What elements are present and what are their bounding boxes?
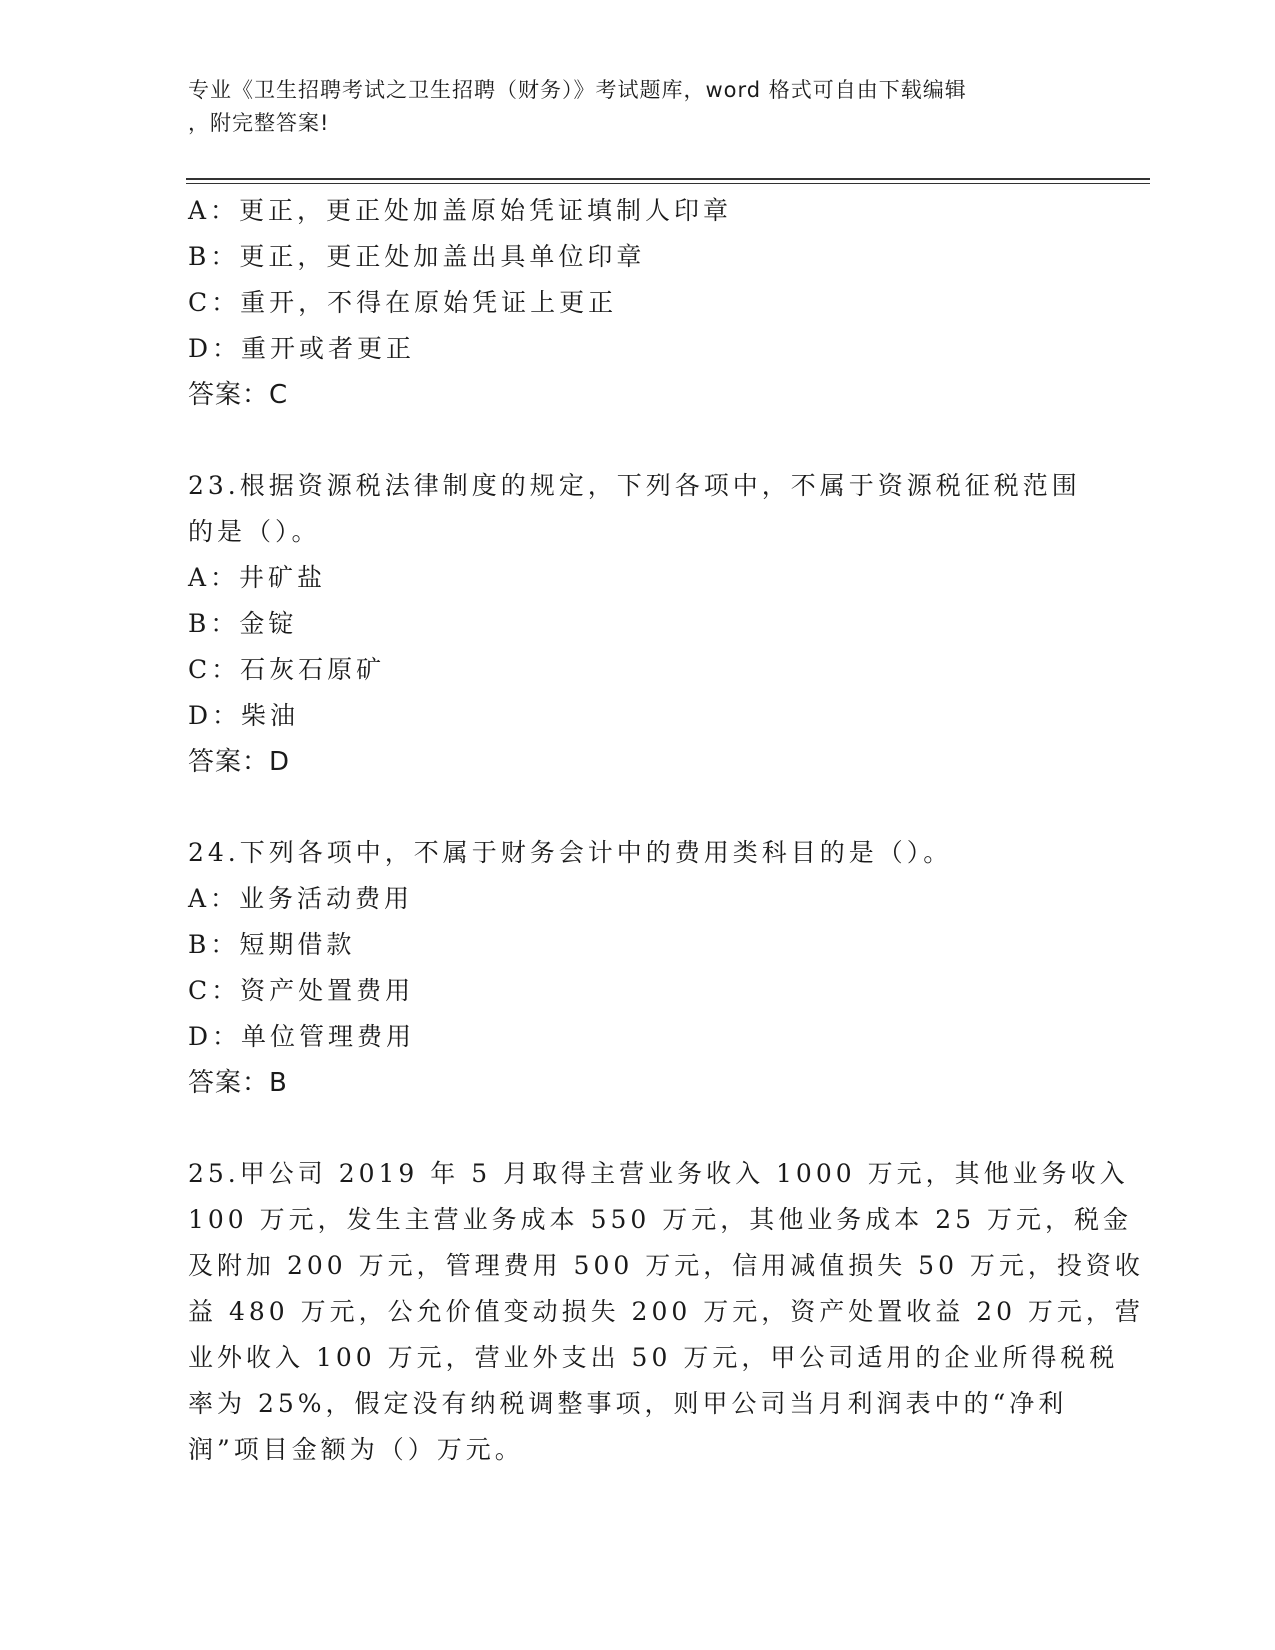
question-23 [188,463,1088,785]
answer-line: 答案：C [188,380,289,410]
option-a: A：业务活动费用 [188,884,414,913]
question-stem-line: 率为 25%，假定没有纳税调整事项，则甲公司当月利润表中的“净利 [188,1389,1068,1418]
header-divider-thick [186,178,1150,180]
question-stem-line: 润”项目金额为（）万元。 [188,1435,524,1464]
option-b: B：短期借款 [188,930,356,959]
answer-line: 答案：D [188,747,291,777]
page-header [188,74,1068,140]
spacer [188,1106,1088,1151]
question-stem-line: 24.下列各项中，不属于财务会计中的费用类科目的是（）。 [188,838,953,867]
header-title-line-2: ，附完整答案! [188,111,330,135]
option-d: D：柴油 [188,701,300,730]
question-stem-line: 100 万元，发生主营业务成本 550 万元，其他业务成本 25 万元，税金 [188,1205,1132,1234]
question-stem-line: 23.根据资源税法律制度的规定，下列各项中，不属于资源税征税范围 [188,471,1081,500]
option-d: D：单位管理费用 [188,1022,416,1051]
option-b: B：金锭 [188,609,298,638]
header-title-line-1: 专业《卫生招聘考试之卫生招聘（财务）》考试题库，word 格式可自由下载编辑 [188,78,967,102]
question-24 [188,830,1088,1106]
spacer [188,418,1088,463]
option-c: C：资产处置费用 [188,976,415,1005]
spacer [188,785,1088,830]
option-b: B：更正，更正处加盖出具单位印章 [188,242,646,271]
question-25 [188,1151,1144,1473]
option-a: A：更正，更正处加盖原始凭证填制人印章 [188,196,733,225]
option-c: C：石灰石原矿 [188,655,386,684]
option-a: A：井矿盐 [188,563,327,592]
question-content [188,188,1144,1473]
answer-line: 答案：B [188,1068,288,1098]
question-22 [188,188,1088,418]
question-stem-line: 业外收入 100 万元，营业外支出 50 万元，甲公司适用的企业所得税税 [188,1343,1119,1372]
option-d: D：重开或者更正 [188,334,416,363]
header-divider-thin [186,183,1150,184]
question-stem-line: 及附加 200 万元，管理费用 500 万元，信用减值损失 50 万元，投资收 [188,1251,1144,1280]
question-stem-line: 的是（）。 [188,517,321,546]
question-stem-line: 益 480 万元，公允价值变动损失 200 万元，资产处置收益 20 万元，营 [188,1297,1144,1326]
question-stem-line: 25.甲公司 2019 年 5 月取得主营业务收入 1000 万元，其他业务收入 [188,1159,1129,1188]
option-c: C：重开，不得在原始凭证上更正 [188,288,618,317]
